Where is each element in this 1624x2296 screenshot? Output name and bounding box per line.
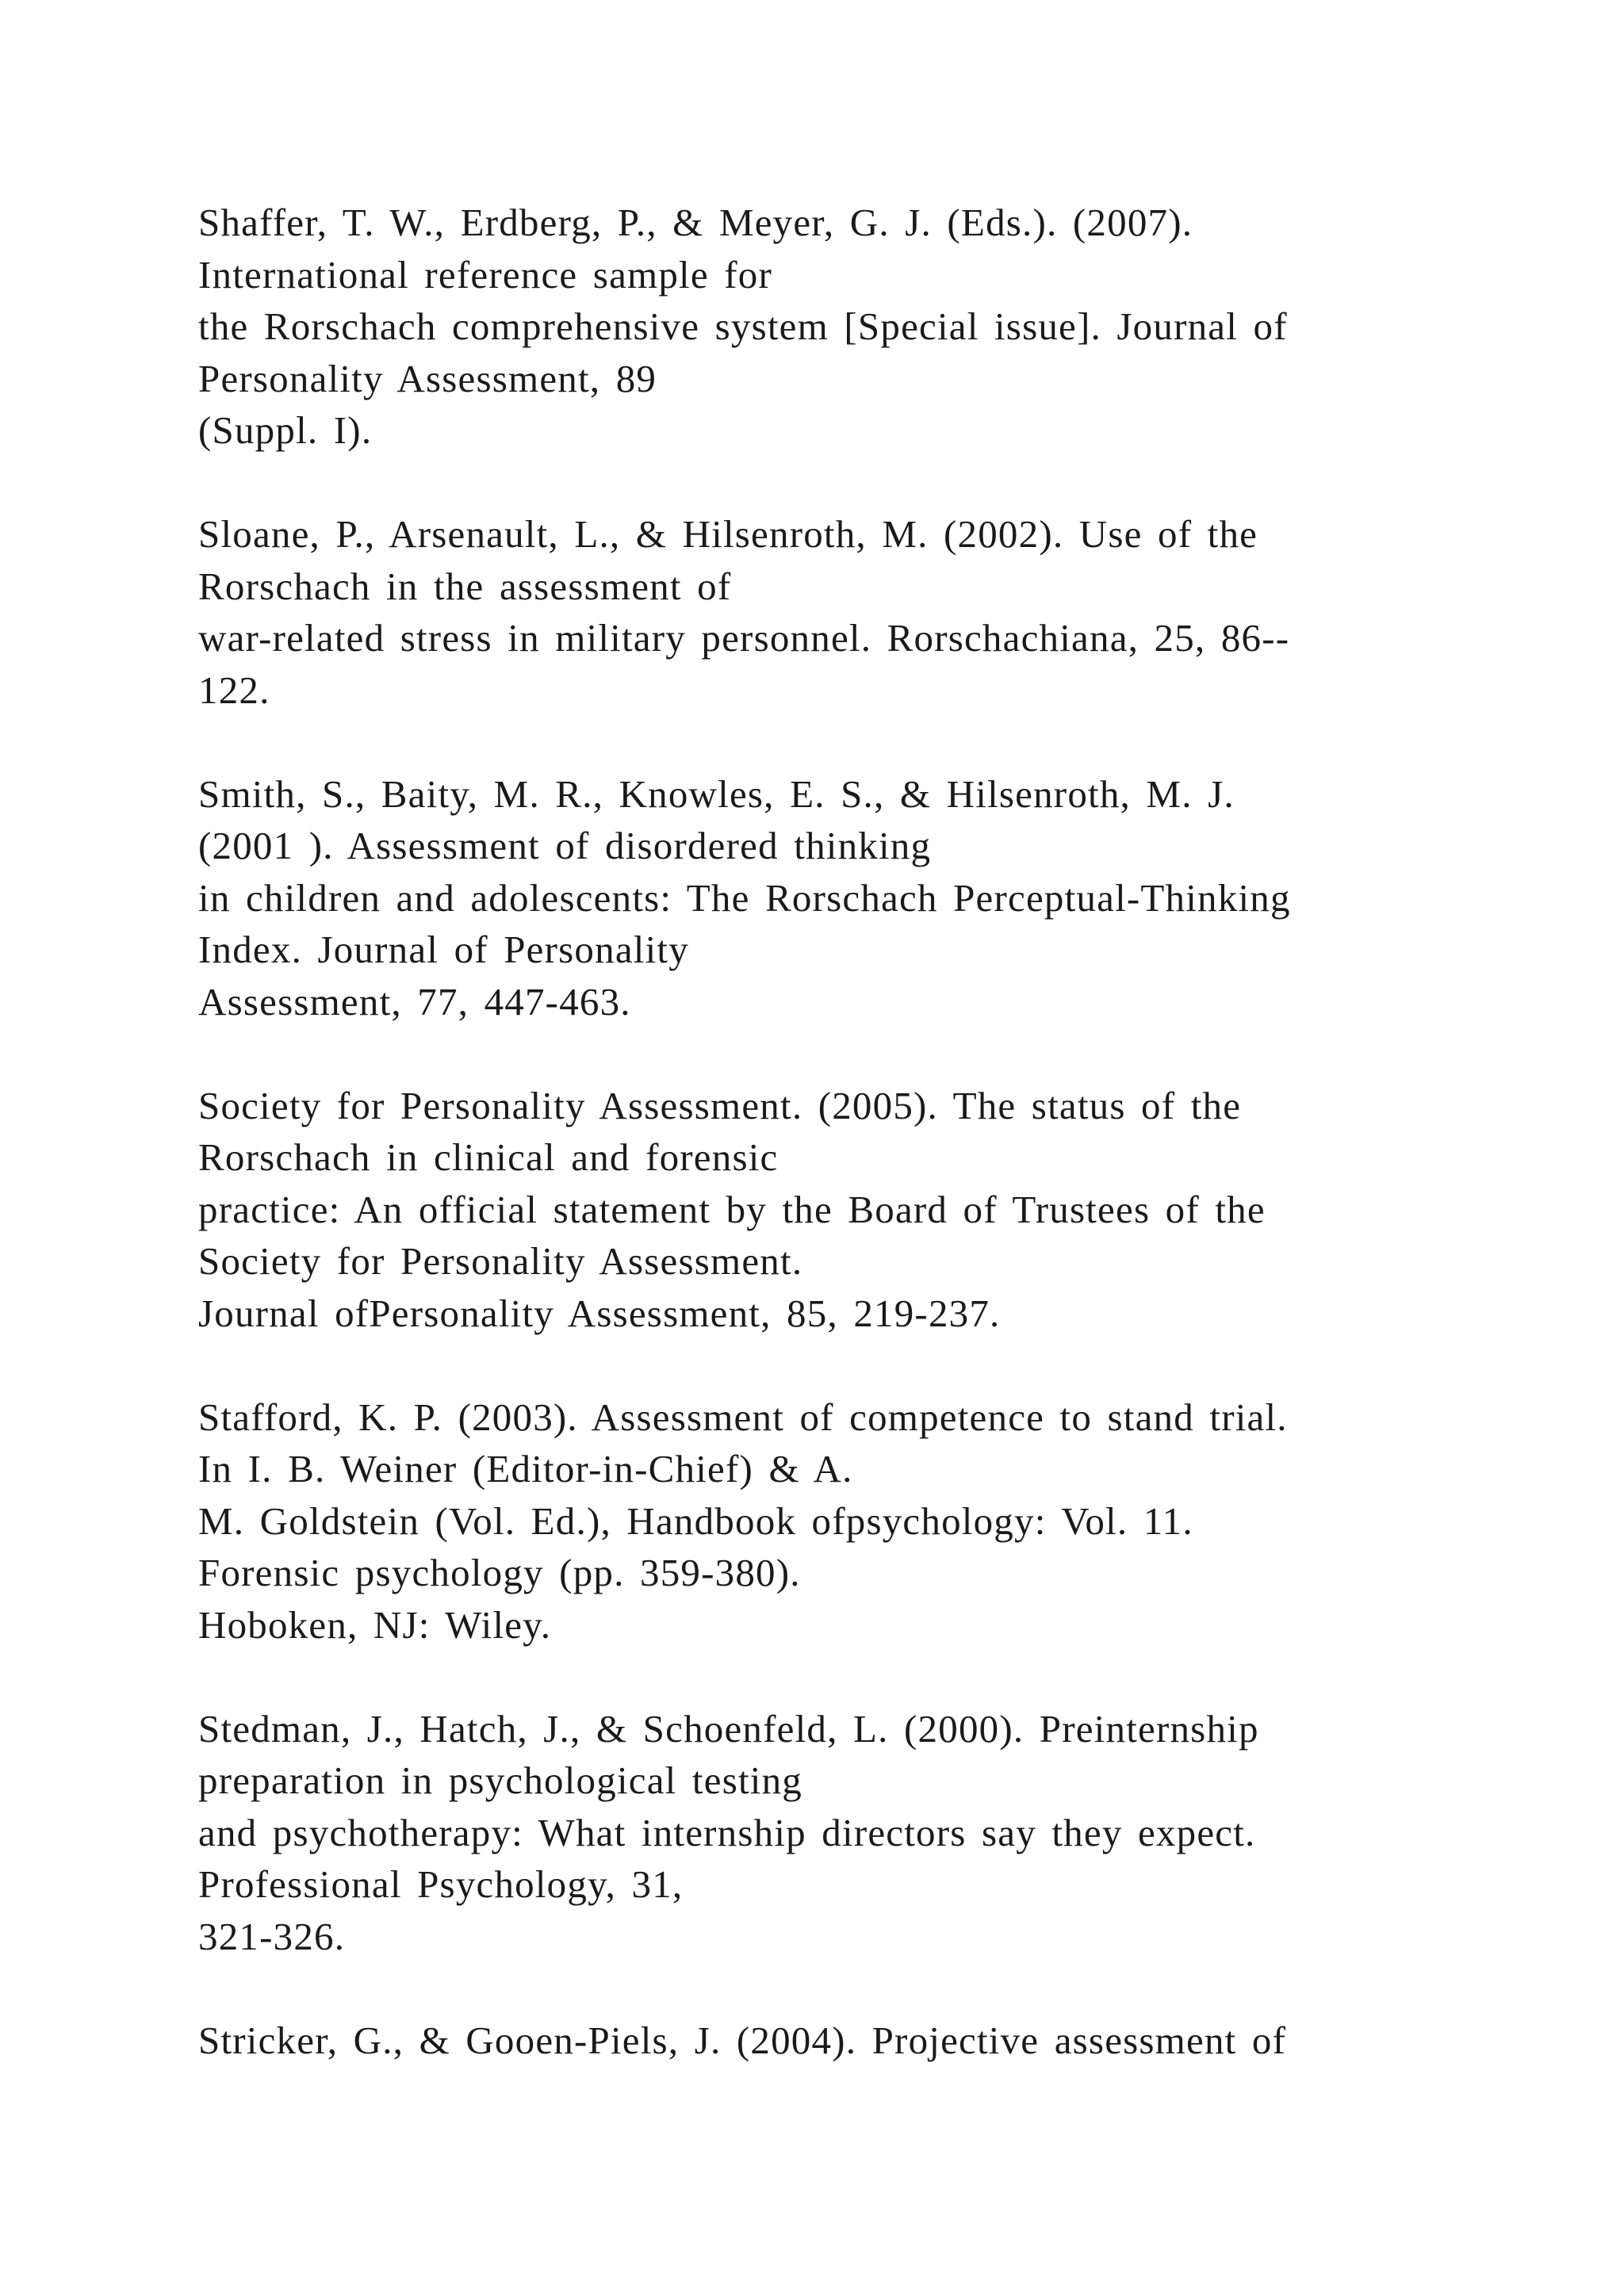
reference-line: International reference sample for	[198, 252, 773, 297]
reference-entry	[198, 1080, 1546, 1340]
reference-line: the Rorschach comprehensive system [Special issue]. Journal of	[198, 304, 1288, 348]
reference-list	[198, 197, 1546, 2118]
reference-line: (Suppl. I).	[198, 408, 373, 452]
reference-line: war-related stress in military personnel. Rorschachiana, 25, 86--	[198, 616, 1290, 660]
reference-line: preparation in psychological testing	[198, 1758, 802, 1802]
reference-entry	[198, 1703, 1546, 1963]
reference-entry	[198, 1391, 1546, 1651]
reference-line: Rorschach in clinical and forensic	[198, 1135, 779, 1179]
reference-line: 321-326.	[198, 1914, 346, 1958]
reference-line: and psychotherapy: What internship directors say they expect.	[198, 1810, 1256, 1854]
reference-line: Sloane, P., Arsenault, L., & Hilsenroth, M. (2002). Use of the	[198, 512, 1258, 556]
reference-line: In I. B. Weiner (Editor-in-Chief) & A.	[198, 1447, 853, 1490]
reference-line: Society for Personality Assessment. (2005). The status of the	[198, 1083, 1242, 1127]
reference-line: Hoboken, NJ: Wiley.	[198, 1602, 552, 1647]
reference-line: Index. Journal of Personality	[198, 928, 689, 971]
reference-line: M. Goldstein (Vol. Ed.), Handbook ofpsychology: Vol. 11.	[198, 1498, 1193, 1543]
reference-line: Society for Personality Assessment.	[198, 1239, 803, 1283]
reference-line: Forensic psychology (pp. 359-380).	[198, 1551, 801, 1594]
reference-line: Professional Psychology, 31,	[198, 1862, 684, 1906]
reference-line: Shaffer, T. W., Erdberg, P., & Meyer, G. J. (Eds.). (2007).	[198, 201, 1193, 244]
reference-line: Stedman, J., Hatch, J., & Schoenfeld, L. (2000). Preinternship	[198, 1706, 1259, 1751]
reference-line: practice: An official statement by the Board of Trustees of the	[198, 1187, 1266, 1231]
reference-line: Smith, S., Baity, M. R., Knowles, E. S., & Hilsenroth, M. J.	[198, 771, 1235, 816]
reference-line: Stafford, K. P. (2003). Assessment of competence to stand trial.	[198, 1395, 1288, 1439]
reference-entry	[198, 2015, 1546, 2067]
reference-entry	[198, 768, 1546, 1028]
reference-line: (2001 ). Assessment of disordered thinking	[198, 824, 932, 867]
reference-line: Journal ofPersonality Assessment, 85, 219-237.	[198, 1291, 1001, 1335]
reference-entry	[198, 508, 1546, 716]
reference-line: in children and adolescents: The Rorschach Perceptual-Thinking	[198, 875, 1291, 920]
reference-entry	[198, 197, 1546, 457]
reference-line: Rorschach in the assessment of	[198, 564, 732, 608]
reference-line: Personality Assessment, 89	[198, 356, 657, 400]
reference-line: Stricker, G., & Gooen-Piels, J. (2004). Projective assessment of	[198, 2018, 1287, 2062]
reference-line: Assessment, 77, 447-463.	[198, 979, 631, 1024]
reference-line: 122.	[198, 668, 270, 712]
